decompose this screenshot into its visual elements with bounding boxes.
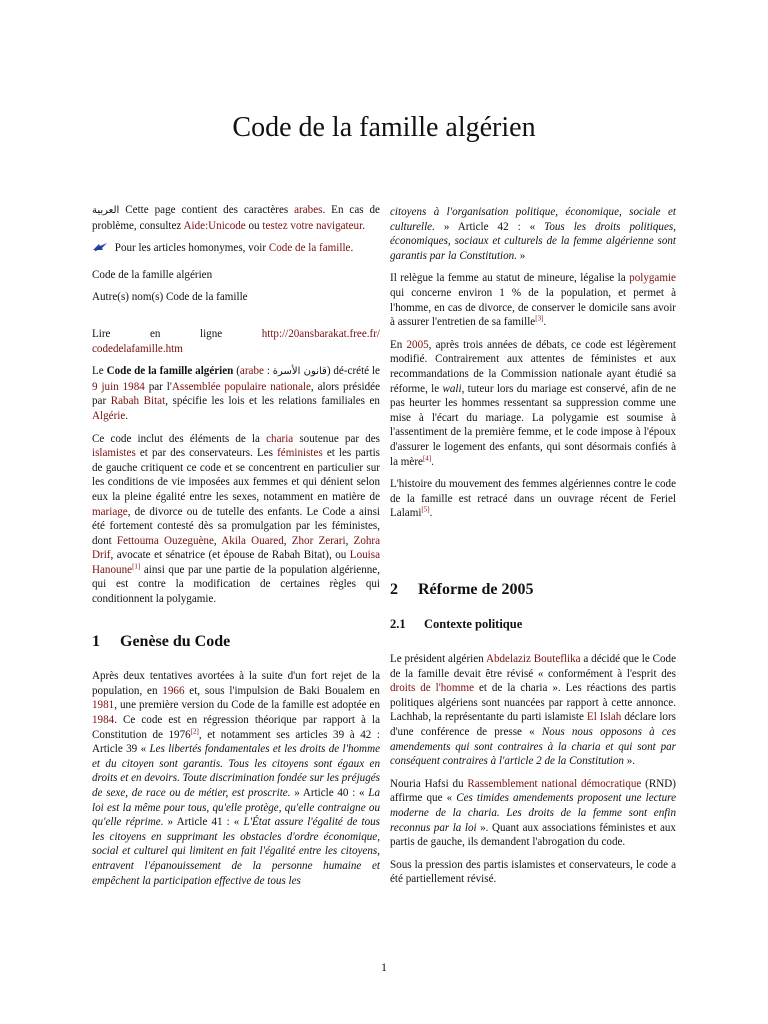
link-online-url[interactable]: http://20ansbarakat.free.fr/ <box>261 327 380 340</box>
link-rnd[interactable]: Rassemblement national démocratique <box>467 777 642 790</box>
left-column <box>92 203 380 896</box>
link-louisa[interactable]: Louisa Hanoune <box>92 549 380 576</box>
link-zohra[interactable]: Zohra Drif <box>92 534 381 562</box>
articles-continued: citoyens à l'organisation politique, économique, sociale et culturelle. » Article 42 : « Tous les droits politiques, économiques, sociaux et culturels de la femme algérienne sont garantis par la Constitution. » <box>390 206 676 262</box>
section-heading-2: 2 Réforme de 2005 <box>390 580 534 598</box>
link-mariage[interactable]: mariage <box>92 505 128 518</box>
link-islamistes[interactable]: islamistes <box>92 447 136 460</box>
modification-paragraph: En 2005, après trois années de débats, ce code est légèrement modifié. Contrairement aux attentes de féministes et aux recommandations de la Commission nationale ayant étudié sa réforme, le wali, tuteur lors du mariage est conservé, afin de ne pas heurter les hommes ressentant sa suppression comme une mise à l'écart du mariage. La polygamie est soumise à l'assentiment de la première femme, et le code impose à l'époux d'assurer le logement des enfants, qui sont désormais confiés à la mère[4]. <box>390 338 677 468</box>
homonym-notice: Pour les articles homonymes, voir Code de la famille. <box>92 241 380 256</box>
genese-paragraph: Après deux tentatives avortées à la suite d'un fort rejet de la population, en 1966 et, sous l'impulsion de Baki Boualem en 1981, une première version du Code de la famille est adoptée en 1984. Ce code est en régression théorique par rapport à la Constitution de 1976[2], et notamment ses articles 39 à 42 : Article 39 « Les libertés fondamentales et les droits de l'homme et du citoyen sont garantis. Tous les citoyens sont égaux en droits et en devoirs. Toute discrimination fondée sur les préjugés de sexe, de race ou de métier, est proscrite. » Article 40 : « La loi est la même pour tous, qu'elle protège, qu'elle contraigne ou qu'elle réprime. » Article 41 : « L'État assure l'égalité de tous les citoyens en supprimant les obstacles d'ordre économique, social et culturel qui limitent en fait l'égalité entre les citoyens, entravent l'épanouissement de la personne humaine et empêchent la participation effective de tous les <box>92 670 380 887</box>
ref-1[interactable]: [1] <box>132 562 141 571</box>
histoire-paragraph: L'histoire du mouvement des femmes algériennes contre le code de la famille est retracé dans un ouvrage récent de Feriel Lalami[5]. <box>390 478 676 520</box>
page-number: 1 <box>381 960 387 974</box>
contexte-paragraph: Le président algérien Abdelaziz Bouteflika a décidé que le Code de la famille devait être révisé « conformément à l'esprit des droits de l'homme et de la charia ». Les réactions des partis politiques algériens sont nuancées par rapport à cette annonce. Lachhab, la représentante du parti islamiste El Islah déclare lors d'une conférence de presse « Nous nous opposons à ces amendements qui sont contraires à la charia et qui sont par conséquent contraires à l'article 2 de la Constitution ». <box>390 653 676 768</box>
rnd-paragraph: Nouria Hafsi du Rassemblement national démocratique (RND) affirme que « Ces timides amendements proposent une lecture moderne de la charia. Les droits de la femme sont enfin reconnus par la loi ». Quant aux associations féministes et aux partis de gauche, ils demandent l'abrogation du code. <box>390 777 676 849</box>
critique-paragraph: Ce code inclut des éléments de la charia soutenue par des islamistes et par des conservateurs. Les féministes et les partis de gauche critiquent ce code et se concentrent en particulier sur les conditions de vie imposées aux femmes et qui dénient selon eux la pleine égalité entre les sexes, notamment en matière de mariage, de divorce ou de tutelle des enfants. Le Code a ainsi été fortement contesté dès sa promulgation par les féministes, dont Fettouma Ouzeguène, Akila Ouared, Zhor Zerari, Zohra Drif, avocate et sénatrice (et épouse de Rabah Bitat), ou Louisa Hanoune[1] ainsi que par une partie de la population algérienne, qui est contre la modification de certaines règles qui conditionnent la polygamie. <box>92 432 381 606</box>
infobox-online: Lire en ligne http://20ansbarakat.free.fr/ codedelafamille.htm <box>92 327 380 355</box>
ref-5[interactable]: [5] <box>421 505 430 514</box>
disambiguation-arrow-icon <box>92 242 109 252</box>
link-polygamie[interactable]: polygamie <box>629 272 676 285</box>
link-feministes[interactable]: féministes <box>277 447 323 460</box>
link-online-url-cont[interactable]: codedelafamille.htm <box>92 342 183 355</box>
ref-2[interactable]: [2] <box>190 726 199 735</box>
ref-4[interactable]: [4] <box>422 453 432 462</box>
arabic-notice: العربية Cette page contient des caractères arabes. En cas de problème, consultez Aide:Unicode ou testez votre navigateur. <box>92 204 380 232</box>
link-testez-navigateur[interactable]: testez votre navigateur <box>262 219 363 232</box>
link-el-islah[interactable]: El Islah <box>586 711 622 724</box>
link-9-juin-1984[interactable]: 9 juin 1984 <box>92 380 145 393</box>
link-1984[interactable]: 1984 <box>92 714 115 727</box>
link-algerie[interactable]: Algérie <box>92 409 126 422</box>
link-akila[interactable]: Akila Ouared <box>221 534 284 547</box>
subsection-heading-2-1: 2.1 Contexte politique <box>390 617 523 632</box>
link-bouteflika[interactable]: Abdelaziz Bouteflika <box>485 653 581 666</box>
link-droits-homme[interactable]: droits de l'homme <box>390 682 475 695</box>
pression-paragraph: Sous la pression des partis islamistes et conservateurs, le code a été partiellement révisé. <box>390 858 676 886</box>
link-1981[interactable]: 1981 <box>92 699 115 712</box>
arabic-label: العربية <box>92 205 120 216</box>
statut-paragraph: Il relègue la femme au statut de mineure, légalise la polygamie qui concerne environ 1 % de la population, et permet à l'homme, en cas de divorce, de conserver le domicile sans avoir à assurer l'entretien de sa famille[3]. <box>390 272 676 329</box>
link-aide-unicode[interactable]: Aide:Unicode <box>183 219 246 232</box>
link-arabes[interactable]: arabes <box>294 204 323 216</box>
right-column <box>390 205 676 895</box>
link-assemblee[interactable]: Assemblée populaire nationale <box>171 380 311 393</box>
infobox-title: Code de la famille algérien <box>92 268 213 281</box>
page-title: Code de la famille algérien <box>232 112 536 143</box>
link-code-de-la-famille[interactable]: Code de la famille <box>268 242 351 255</box>
ref-3[interactable]: [3] <box>535 314 544 323</box>
link-2005[interactable]: 2005 <box>406 338 429 351</box>
infobox-other-names: Autre(s) nom(s) Code de la famille <box>92 291 248 304</box>
section-heading-1: 1 Genèse du Code <box>92 632 231 650</box>
link-rabah-bitat[interactable]: Rabah Bitat <box>110 395 166 408</box>
link-charia[interactable]: charia <box>266 432 294 445</box>
link-fettouma[interactable]: Fettouma Ouzeguène <box>116 534 214 547</box>
link-arabe[interactable]: arabe <box>239 365 264 378</box>
link-zhor[interactable]: Zhor Zerari <box>291 534 346 547</box>
link-1966[interactable]: 1966 <box>162 684 185 697</box>
intro-paragraph: Le Code de la famille algérien (arabe : قانون الأسرة) dé-crété le 9 juin 1984 par l'Assemblée populaire nationale, alors présidée par Rabah Bitat, spécifie les lois et les relations familiales en Algérie. <box>92 365 380 422</box>
